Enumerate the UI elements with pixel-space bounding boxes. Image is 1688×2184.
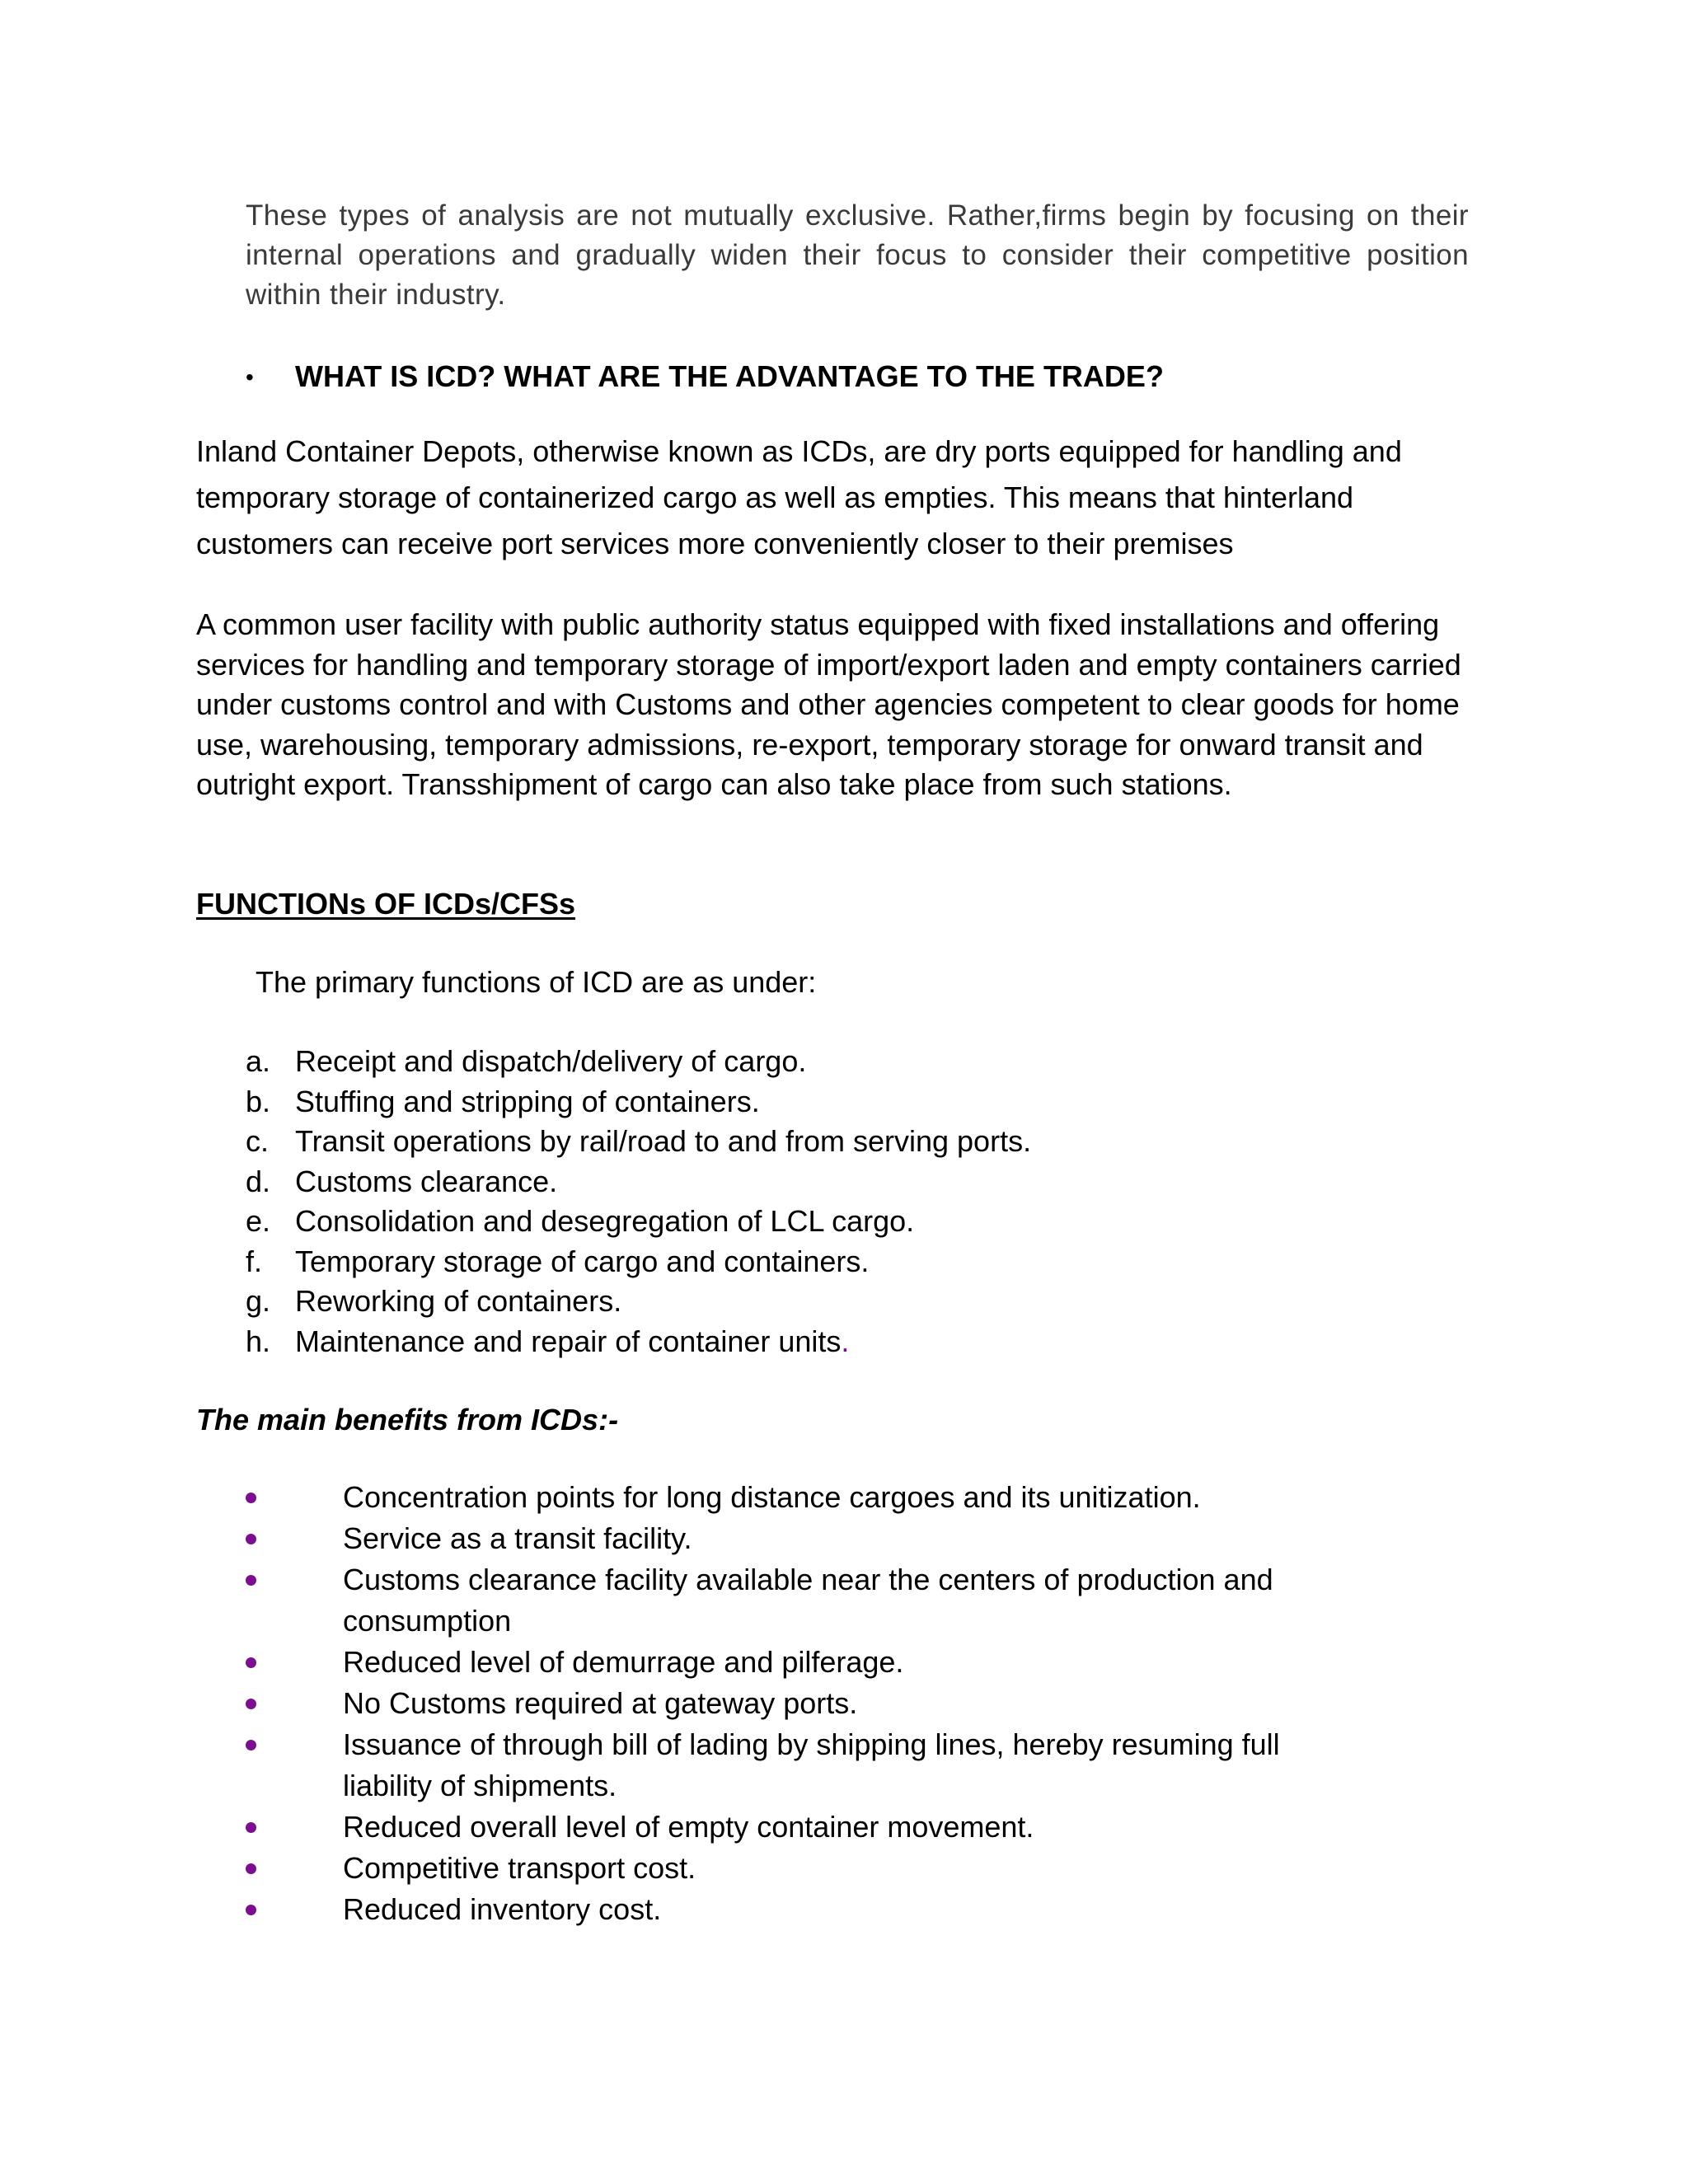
list-item: [246, 1724, 1350, 1807]
facility-paragraph: A common user facility with public authority status equipped with fixed installations and offering services for handling and temporary storage of import/export laden and empty containers carried under customs control and with Customs and other agencies competent to clear goods for home use, warehousing, temporary admissions, re-export, temporary storage for onward transit and outright export. Transshipment of cargo can also take place from such stations.: [196, 607, 1461, 801]
list-item: [246, 1042, 1482, 1082]
functions-title: FUNCTIONs OF ICDs/CFSs: [196, 887, 576, 921]
list-marker: e.: [246, 1204, 271, 1238]
purple-bullet-icon: [246, 1863, 256, 1874]
list-item-text: Stuffing and stripping of containers.: [295, 1084, 760, 1118]
list-item: [246, 1242, 1482, 1282]
benefit-text: Concentration points for long distance cargoes and its unitization.: [343, 1480, 1201, 1514]
benefits-title: The main benefits from ICDs:-: [196, 1403, 619, 1436]
functions-list: [246, 1042, 1482, 1361]
list-item: [246, 1889, 1350, 1930]
purple-period: .: [841, 1324, 850, 1358]
benefits-list: [246, 1477, 1350, 1930]
list-item: [246, 1322, 1482, 1362]
purple-bullet-icon: [246, 1740, 256, 1750]
list-marker: d.: [246, 1164, 271, 1198]
purple-bullet-icon: [246, 1493, 256, 1503]
list-item-text: Reworking of containers.: [295, 1284, 622, 1318]
benefit-text: Reduced level of demurrage and pilferage.: [343, 1645, 904, 1679]
list-item: [246, 1122, 1482, 1162]
list-item-text: Customs clearance.: [295, 1164, 558, 1198]
list-item: [246, 1162, 1482, 1202]
list-item: [246, 1477, 1350, 1518]
purple-bullet-icon: [246, 1905, 256, 1915]
list-item: [246, 1082, 1482, 1122]
list-marker: h.: [246, 1324, 271, 1358]
list-item: [246, 1642, 1350, 1683]
list-item: [246, 1683, 1350, 1724]
purple-bullet-icon: [246, 1575, 256, 1586]
list-marker: c.: [246, 1124, 270, 1158]
benefit-text: Issuance of through bill of lading by shipping lines, hereby resuming full liability of shipments.: [343, 1727, 1280, 1802]
definition-paragraph: Inland Container Depots, otherwise known as ICDs, are dry ports equipped for handling and temporary storage of containerized cargo as well as empties. This means that hinterland customers can receive port services more conveniently closer to their premises: [196, 434, 1402, 560]
benefit-text: No Customs required at gateway ports.: [343, 1686, 858, 1720]
list-item-text: Transit operations by rail/road to and from serving ports.: [295, 1124, 1032, 1158]
list-marker: a.: [246, 1044, 271, 1078]
heading-bullet-icon: •: [246, 364, 254, 390]
list-marker: f.: [246, 1244, 263, 1278]
intro-paragraph: These types of analysis are not mutually exclusive. Rather,firms begin by focusing on their internal operations and gradually widen their focus to consider their competitive position within their industry.: [246, 199, 1469, 311]
benefit-text: Reduced inventory cost.: [343, 1892, 662, 1926]
benefit-text: Service as a transit facility.: [343, 1521, 692, 1555]
list-item: [246, 1282, 1482, 1322]
list-marker: g.: [246, 1284, 271, 1318]
benefit-text: Reduced overall level of empty container movement.: [343, 1810, 1034, 1844]
list-item-text: Maintenance and repair of container units: [295, 1324, 842, 1358]
purple-bullet-icon: [246, 1822, 256, 1833]
list-item: [246, 1807, 1350, 1848]
list-item-text: Temporary storage of cargo and containers.: [295, 1244, 870, 1278]
purple-bullet-icon: [246, 1534, 256, 1544]
list-marker: b.: [246, 1084, 271, 1118]
list-item: [246, 1848, 1350, 1889]
benefit-text: Competitive transport cost.: [343, 1851, 696, 1885]
list-item-text: Consolidation and desegregation of LCL cargo.: [295, 1204, 915, 1238]
list-item-text: Receipt and dispatch/delivery of cargo.: [295, 1044, 807, 1078]
purple-bullet-icon: [246, 1699, 256, 1709]
list-item: [246, 1202, 1482, 1242]
list-item: [246, 1559, 1350, 1642]
functions-intro: The primary functions of ICD are as under:: [256, 965, 817, 999]
list-item: [246, 1518, 1350, 1559]
purple-bullet-icon: [246, 1657, 256, 1668]
question-heading: [246, 357, 1482, 397]
benefit-text: Customs clearance facility available near the centers of production and consumption: [343, 1563, 1273, 1638]
question-heading-text: WHAT IS ICD? WHAT ARE THE ADVANTAGE TO THE TRADE?: [295, 359, 1164, 393]
